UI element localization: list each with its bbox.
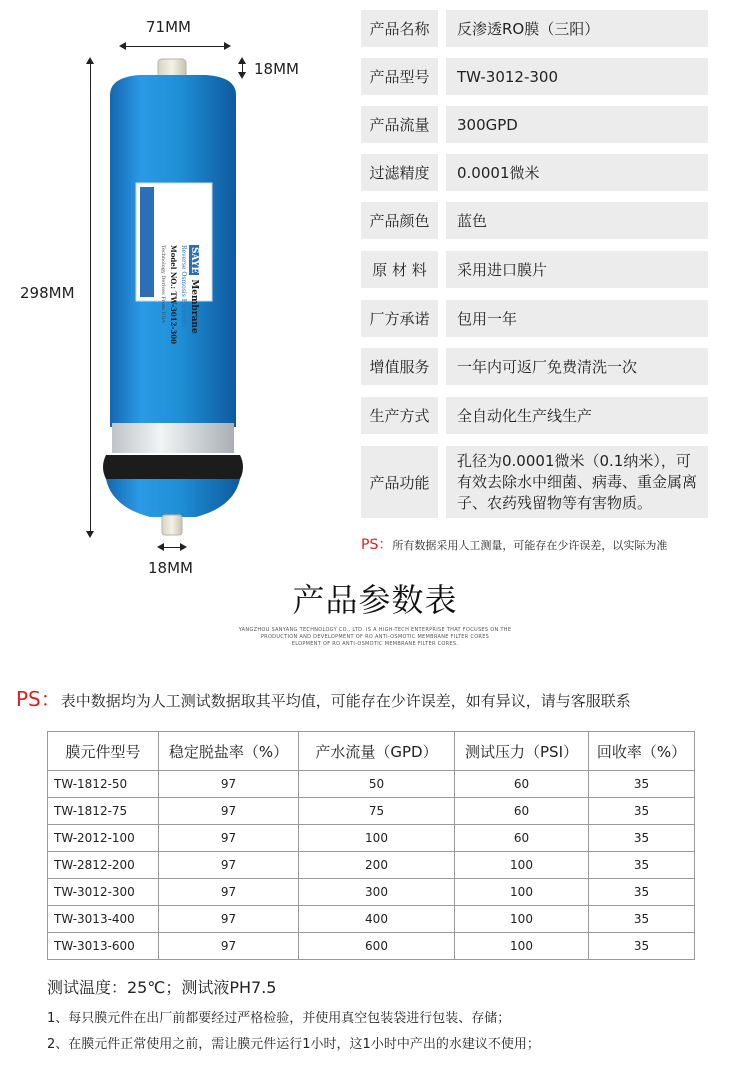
cap-dimension-label: 18MM — [254, 60, 299, 78]
table-cell: 35 — [589, 933, 695, 960]
table-cell: 35 — [589, 852, 695, 879]
table-header: 稳定脱盐率（%） — [159, 732, 299, 771]
table-cell: 97 — [159, 852, 299, 879]
table-row — [48, 933, 695, 960]
spec-row — [361, 446, 708, 518]
parameter-table — [47, 731, 695, 960]
table-cell: 35 — [589, 771, 695, 798]
height-dimension-line — [90, 60, 91, 535]
note-item: 1、每只膜元件在出厂前都要经过严格检验，并使用真空包装袋进行包装、存储； — [47, 1011, 511, 1026]
subtitle-line: YANGZHOU SANYANG TECHNOLOGY CO., LTD. IS A HIGH-TECH ENTERPRISE THAT FOCUSES ON THE — [238, 627, 512, 633]
spec-label: 厂方承诺 — [361, 300, 438, 337]
note-item: 2、在膜元件正常使用之前，需让膜元件运行1小时，这1小时中产出的水建议不使用； — [47, 1037, 540, 1052]
table-header: 测试压力（PSI） — [455, 732, 589, 771]
table-cell: 300 — [299, 879, 455, 906]
table-cell: 35 — [589, 906, 695, 933]
table-cell: 97 — [159, 906, 299, 933]
table-cell: 50 — [299, 771, 455, 798]
table-cell: 97 — [159, 825, 299, 852]
spec-label: 产品颜色 — [361, 202, 438, 239]
ps-note-text: 所有数据采用人工测量，可能存在少许误差，以实际为准 — [392, 539, 668, 552]
table-cell: TW-1812-50 — [48, 771, 159, 798]
spec-row — [361, 58, 708, 95]
test-conditions: 测试温度：25℃；测试液PH7.5 — [47, 978, 277, 997]
spec-label: 产品名称 — [361, 10, 438, 47]
spec-value: 包用一年 — [446, 300, 708, 337]
table-cell: TW-2012-100 — [48, 825, 159, 852]
table-row — [48, 771, 695, 798]
spec-value: TW-3012-300 — [446, 58, 708, 95]
table-cell: 100 — [455, 906, 589, 933]
membrane-label — [123, 245, 199, 357]
spec-value: 蓝色 — [446, 202, 708, 239]
spec-row — [361, 106, 708, 143]
spec-label: 增值服务 — [361, 348, 438, 385]
spec-row — [361, 251, 708, 288]
table-cell: 60 — [455, 825, 589, 852]
ps-table-note — [16, 683, 631, 712]
spec-value: 全自动化生产线生产 — [446, 397, 708, 434]
table-cell: 100 — [299, 825, 455, 852]
spec-row — [361, 154, 708, 191]
page-title: 产品参数表 — [292, 581, 458, 619]
membrane-label-line1: Membrane — [189, 279, 199, 334]
table-cell: TW-3013-600 — [48, 933, 159, 960]
spec-label: 产品型号 — [361, 58, 438, 95]
spec-label: 过滤精度 — [361, 154, 438, 191]
table-cell: TW-1812-75 — [48, 798, 159, 825]
table-row — [48, 906, 695, 933]
table-cell: 200 — [299, 852, 455, 879]
table-cell: 600 — [299, 933, 455, 960]
spec-label: 生产方式 — [361, 397, 438, 434]
width-dimension-line — [122, 46, 228, 47]
table-header: 回收率（%） — [589, 732, 695, 771]
table-row — [48, 798, 695, 825]
spec-value: 300GPD — [446, 106, 708, 143]
membrane-label-small: Technology Derives From USA — [160, 245, 166, 323]
height-dimension-label: 298MM — [20, 284, 75, 302]
table-cell: 35 — [589, 798, 695, 825]
table-row — [48, 879, 695, 906]
table-header: 膜元件型号 — [48, 732, 159, 771]
table-cell: TW-3012-300 — [48, 879, 159, 906]
spec-row — [361, 397, 708, 434]
table-cell: 97 — [159, 879, 299, 906]
ps-note-prefix: PS： — [361, 537, 393, 553]
table-cell: TW-2812-200 — [48, 852, 159, 879]
ps-table-note-text: 表中数据均为人工测试数据取其平均值，可能存在少许误差，如有异议，请与客服联系 — [60, 692, 631, 710]
spec-value: 采用进口膜片 — [446, 251, 708, 288]
table-cell: 60 — [455, 771, 589, 798]
spec-value: 反渗透RO膜（三阳） — [446, 10, 708, 47]
spec-row — [361, 10, 708, 47]
spec-label: 原 材 料 — [361, 251, 438, 288]
subtitle-line: ELOPMENT OF RO ANTI-OSMOTIC MEMBRANE FILTER CORES. — [291, 641, 459, 647]
pipe-dimension-line — [160, 547, 184, 548]
spec-label: 产品流量 — [361, 106, 438, 143]
spec-row — [361, 348, 708, 385]
spec-value: 0.0001微米 — [446, 154, 708, 191]
table-cell: 35 — [589, 879, 695, 906]
table-row — [48, 852, 695, 879]
spec-label: 产品功能 — [361, 446, 438, 518]
spec-row — [361, 202, 708, 239]
table-cell: 97 — [159, 798, 299, 825]
table-header-row — [48, 732, 695, 771]
membrane-label-brand: SAYE — [189, 247, 199, 274]
table-header: 产水流量（GPD） — [299, 732, 455, 771]
ps-note — [361, 534, 667, 554]
table-cell: 100 — [455, 933, 589, 960]
ps-table-note-prefix: PS： — [16, 687, 61, 711]
spec-value: 一年内可返厂免费清洗一次 — [446, 348, 708, 385]
table-row — [48, 825, 695, 852]
spec-row — [361, 300, 708, 337]
membrane-label-model: Model NO.: TW-3012-300 — [169, 245, 178, 344]
table-cell: 60 — [455, 798, 589, 825]
table-cell: TW-3013-400 — [48, 906, 159, 933]
membrane-label-line2: Reverse Osmosis Elements — [180, 245, 187, 328]
table-cell: 100 — [455, 852, 589, 879]
table-cell: 97 — [159, 933, 299, 960]
subtitle-line: PRODUCTION AND DEVELOPMENT OF RO ANTI-OSMOTIC MEMBRANE FILTER CORES — [260, 634, 490, 640]
table-cell: 35 — [589, 825, 695, 852]
spec-value: 孔径为0.0001微米（0.1纳米），可有效去除水中细菌、病毒、重金属离子、农药残留物等有害物质。 — [446, 446, 708, 518]
table-cell: 97 — [159, 771, 299, 798]
table-cell: 100 — [455, 879, 589, 906]
pipe-dimension-label: 18MM — [148, 559, 193, 577]
table-cell: 75 — [299, 798, 455, 825]
width-dimension-label: 71MM — [146, 18, 191, 36]
table-cell: 400 — [299, 906, 455, 933]
